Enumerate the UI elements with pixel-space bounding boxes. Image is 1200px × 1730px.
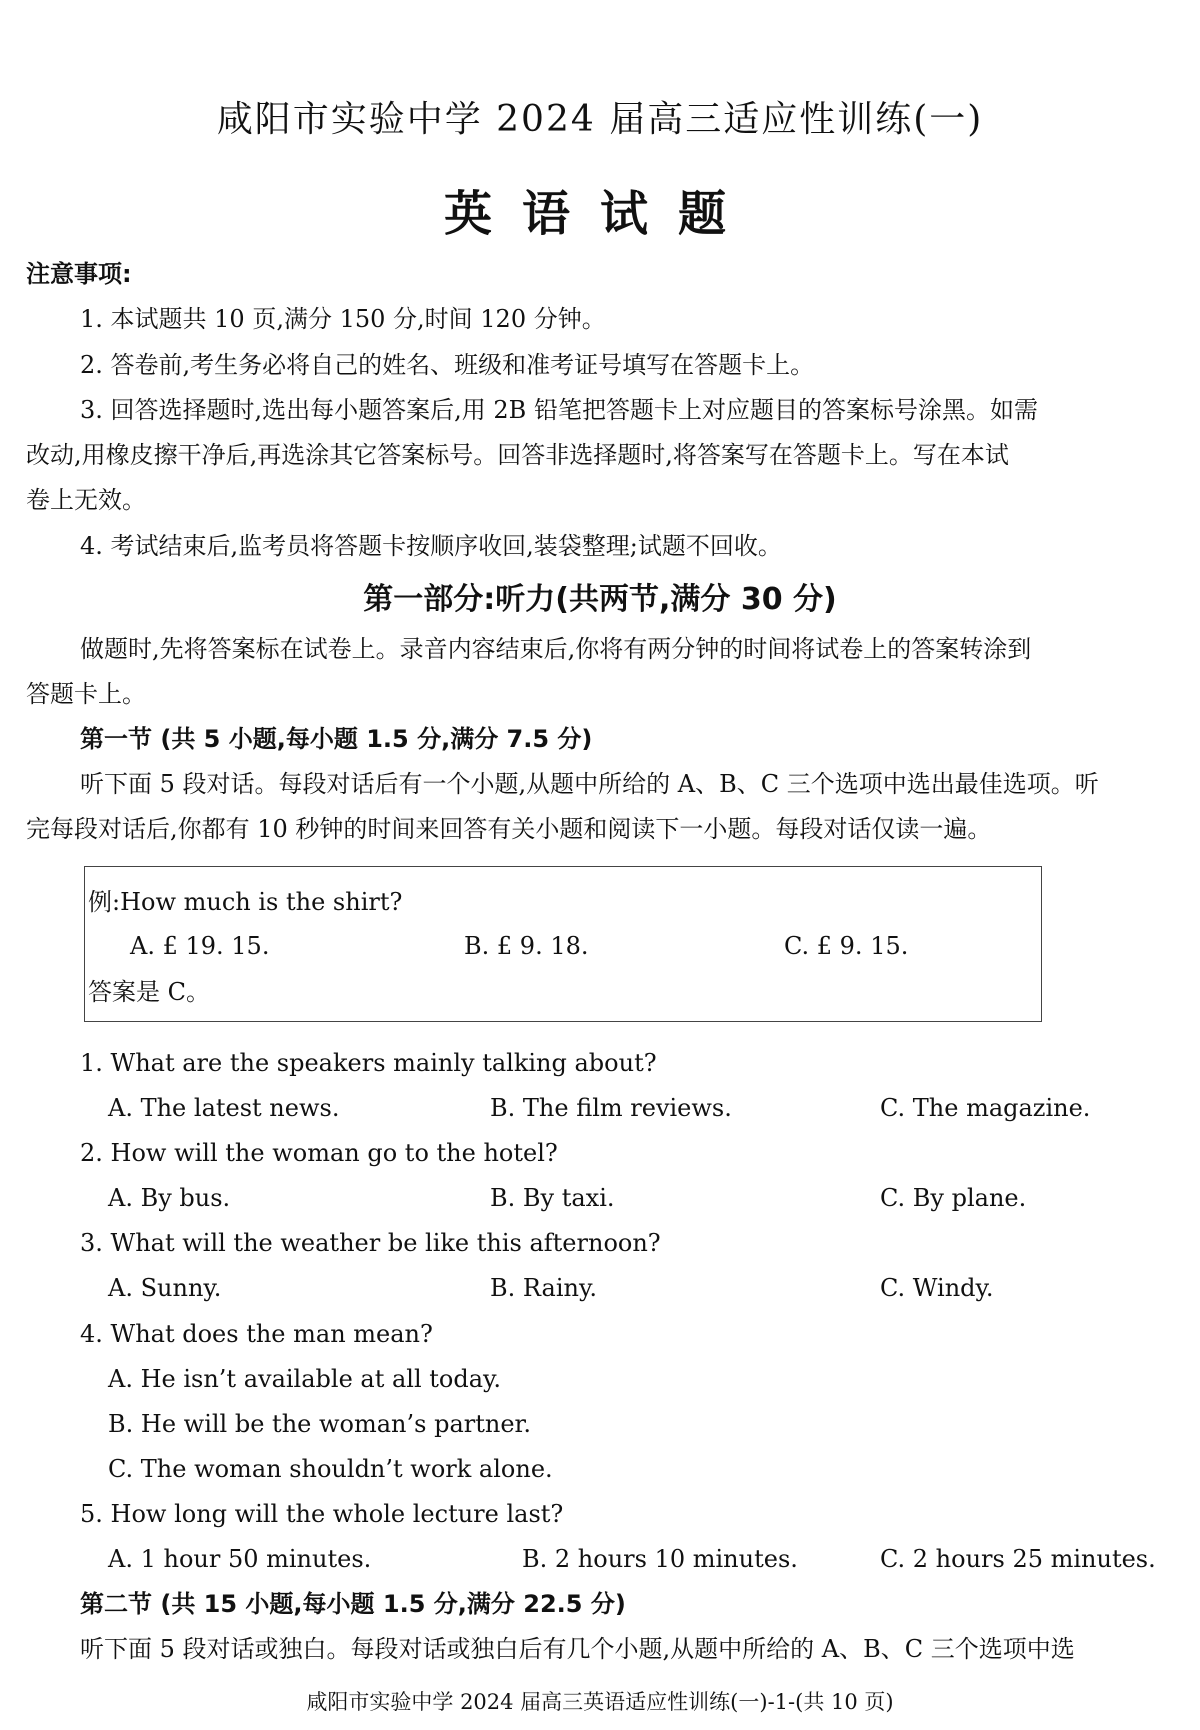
question-1-option-b: B. The film reviews. xyxy=(490,1094,732,1122)
example-option-c: C. £ 9. 15. xyxy=(784,932,909,960)
example-question: 例:How much is the shirt? xyxy=(88,888,403,916)
example-answer: 答案是 C。 xyxy=(88,978,210,1006)
section-2-heading: 第二节 (共 15 小题,每小题 1.5 分,满分 22.5 分) xyxy=(80,1590,626,1618)
example-option-a: A. £ 19. 15. xyxy=(130,932,270,960)
question-1-option-a: A. The latest news. xyxy=(108,1094,340,1122)
question-5-option-a: A. 1 hour 50 minutes. xyxy=(108,1545,372,1573)
notice-heading: 注意事项: xyxy=(26,260,132,288)
notice-item-4: 4. 考试结束后,监考员将答题卡按顺序收回,装袋整理;试题不回收。 xyxy=(80,532,782,560)
question-4-option-c: C. The woman shouldn’t work alone. xyxy=(108,1455,553,1483)
subject-title: 英语试题 xyxy=(443,186,756,242)
notice-item-1: 1. 本试题共 10 页,满分 150 分,时间 120 分钟。 xyxy=(80,305,606,333)
part-1-intro-line-2: 答题卡上。 xyxy=(26,680,146,708)
question-3-option-c: C. Windy. xyxy=(880,1274,994,1302)
question-2-stem: 2. How will the woman go to the hotel? xyxy=(80,1139,558,1167)
question-2-option-b: B. By taxi. xyxy=(490,1184,615,1212)
question-2-option-a: A. By bus. xyxy=(108,1184,231,1212)
exam-title: 咸阳市实验中学 2024 届高三适应性训练(一) xyxy=(216,99,984,140)
section-1-intro-line-2: 完每段对话后,你都有 10 秒钟的时间来回答有关小题和阅读下一小题。每段对话仅读一遍。 xyxy=(26,815,992,843)
question-2-option-c: C. By plane. xyxy=(880,1184,1027,1212)
question-4-option-a: A. He isn’t available at all today. xyxy=(108,1365,502,1393)
question-3-stem: 3. What will the weather be like this afternoon? xyxy=(80,1229,661,1257)
question-4-stem: 4. What does the man mean? xyxy=(80,1320,433,1348)
question-5-option-c: C. 2 hours 25 minutes. xyxy=(880,1545,1156,1573)
question-1-option-c: C. The magazine. xyxy=(880,1094,1091,1122)
example-option-b: B. £ 9. 18. xyxy=(464,932,589,960)
section-2-intro-line-1: 听下面 5 段对话或独白。每段对话或独白后有几个小题,从题中所给的 A、B、C 三个选项中选 xyxy=(80,1635,1075,1663)
notice-item-3-line-1: 3. 回答选择题时,选出每小题答案后,用 2B 铅笔把答题卡上对应题目的答案标号涂黑。如需 xyxy=(80,396,1038,424)
question-5-option-b: B. 2 hours 10 minutes. xyxy=(522,1545,798,1573)
section-1-intro-line-1: 听下面 5 段对话。每段对话后有一个小题,从题中所给的 A、B、C 三个选项中选出最佳选项。听 xyxy=(80,770,1099,798)
notice-item-2: 2. 答卷前,考生务必将自己的姓名、班级和准考证号填写在答题卡上。 xyxy=(80,351,815,379)
question-3-option-b: B. Rainy. xyxy=(490,1274,597,1302)
question-4-option-b: B. He will be the woman’s partner. xyxy=(108,1410,531,1438)
notice-item-3-line-3: 卷上无效。 xyxy=(26,486,146,514)
part-1-heading: 第一部分:听力(共两节,满分 30 分) xyxy=(363,582,837,617)
notice-item-3-line-2: 改动,用橡皮擦干净后,再选涂其它答案标号。回答非选择题时,将答案写在答题卡上。写在本试 xyxy=(26,441,1009,469)
question-3-option-a: A. Sunny. xyxy=(108,1274,222,1302)
part-1-intro-line-1: 做题时,先将答案标在试卷上。录音内容结束后,你将有两分钟的时间将试卷上的答案转涂到 xyxy=(80,635,1032,663)
page-footer: 咸阳市实验中学 2024 届高三英语适应性训练(一)-1-(共 10 页) xyxy=(306,1690,894,1714)
section-1-heading: 第一节 (共 5 小题,每小题 1.5 分,满分 7.5 分) xyxy=(80,725,593,753)
question-1-stem: 1. What are the speakers mainly talking about? xyxy=(80,1049,657,1077)
question-5-stem: 5. How long will the whole lecture last? xyxy=(80,1500,564,1528)
